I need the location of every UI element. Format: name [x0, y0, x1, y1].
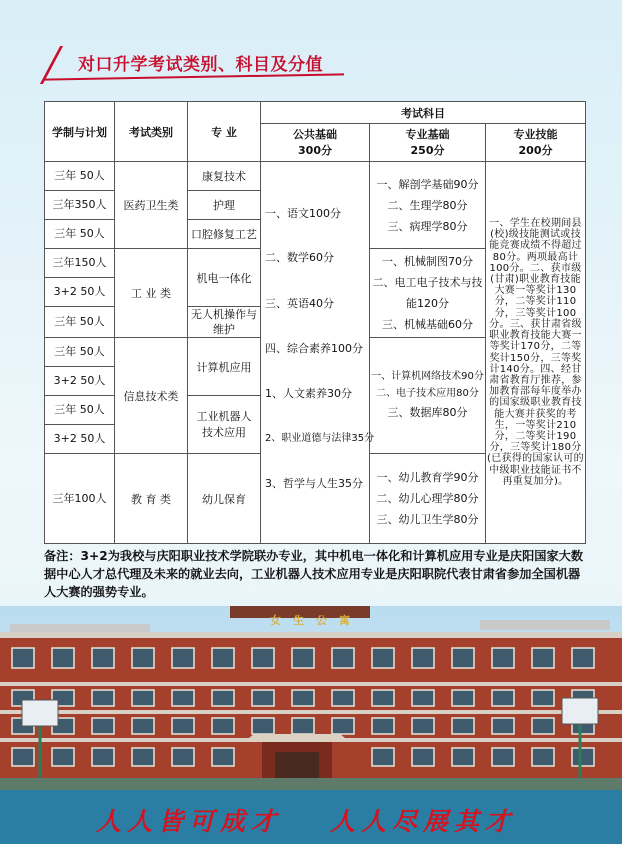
exam-table: [44, 101, 586, 544]
slogan-right: 人人尽展其才: [330, 807, 517, 836]
jichu-item: 一、解剖学基础90分: [376, 177, 479, 191]
major-cell: 幼儿保育: [188, 454, 261, 544]
category-cell: 教 育 类: [115, 454, 188, 544]
header-leibie: 考试类别: [115, 102, 188, 162]
plan-cell: 三年 50人: [45, 162, 115, 191]
category-cell: 信息技术类: [115, 338, 188, 454]
title-area: [44, 40, 344, 86]
jichu-item: 三、数据库80分: [387, 406, 468, 419]
header-xuezhi: 学制与计划: [45, 102, 115, 162]
jichu-group: [370, 454, 486, 544]
jichu-item: 三、病理学80分: [387, 219, 468, 233]
gongji-item: 二、数学60分: [265, 250, 334, 264]
building-sign: 女生公寓: [270, 614, 362, 627]
gongji-cell: [261, 162, 375, 544]
header-zhuanye: 专 业: [188, 102, 261, 162]
footnote: 备注：3+2为我校与庆阳职业技术学院联办专业，其中机电一体化和计算机应用专业是庆阳国家大数据中心人才总代理及未来的就业去向，工业机器人技术应用专业是庆阳职院代表甘肃省参加全国机器人大赛的强势专业。: [44, 549, 584, 599]
gongji-item: 三、英语40分: [265, 296, 334, 310]
major-cell: 康复技术: [188, 162, 261, 191]
jichu-item: 一、机械制图70分: [382, 255, 473, 268]
plan-cell: 3+2 50人: [45, 367, 115, 396]
gongji-item: 四、综合素养100分: [265, 341, 363, 355]
major-cell: 计算机应用: [188, 338, 261, 396]
plan-cell: 三年150人: [45, 249, 115, 278]
dormitory-building-image: [0, 606, 622, 800]
jichu-item: 二、电子技术应用80分: [376, 388, 479, 399]
skill-cell: 一、学生在校期间县(校)级技能测试或技能竞赛成绩不得超过80分。两项最高计100分。二、获市级(甘肃)职业教育技能大赛一等奖计130分，二等奖计110分，三等奖计100分。三、获甘肃省级职业教育技能大赛一等奖计170分，二等奖计150分，三等奖计140分。四、经甘肃省教育厅推荐，参加教育部每年度举办的国家级职业教育技能大赛并获奖的考生，一等奖计210分，二等奖计190分，三等奖计180分(已获得的国家认可的中级职业技能证书不再重复加分)。: [486, 162, 586, 544]
jichu-item: 一、计算机网络技术90分: [371, 371, 484, 382]
plan-cell: 三年 50人: [45, 338, 115, 367]
jichu-item: 二、幼儿心理学80分: [376, 492, 479, 505]
plan-cell: 三年100人: [45, 454, 115, 544]
slogan-left: 人人皆可成才: [96, 807, 283, 836]
jichu-item: 三、机械基础60分: [382, 318, 473, 331]
jichu-group: [370, 249, 486, 338]
major-cell: 无人机操作与维护: [188, 307, 261, 338]
jichu-item: 三、幼儿卫生学80分: [376, 513, 479, 526]
major-cell: 口腔修复工艺: [188, 220, 261, 249]
jichu-group: [370, 338, 486, 454]
header-jichu: 专业基础 250分: [370, 124, 486, 162]
jichu-group: [370, 162, 486, 249]
jichu-item: 二、电工电子技术与技能120分: [372, 276, 483, 310]
page-title: 对口升学考试类别、科目及分值: [78, 55, 323, 75]
major-cell: 工业机器人技术应用: [188, 396, 261, 454]
jichu-item: 二、生理学80分: [387, 198, 468, 212]
gongji-item: 2、职业道德与法律35分: [265, 432, 375, 444]
header-jineng: 专业技能 200分: [486, 124, 586, 162]
gongji-item: 一、语文100分: [265, 206, 341, 220]
plan-cell: 3+2 50人: [45, 425, 115, 454]
jichu-item: 一、幼儿教育学90分: [376, 471, 479, 484]
major-cell: 机电一体化: [188, 249, 261, 307]
plan-cell: 三年 50人: [45, 396, 115, 425]
header-gongji: 公共基础 300分: [261, 124, 370, 162]
slogan-banner: [0, 790, 622, 844]
header-kemu: 考试科目: [261, 102, 586, 124]
gongji-item: 3、哲学与人生35分: [265, 476, 363, 490]
plan-cell: 三年 50人: [45, 220, 115, 249]
category-cell: 医药卫生类: [115, 162, 188, 249]
major-cell: 护理: [188, 191, 261, 220]
gongji-item: 1、人文素养30分: [265, 386, 352, 400]
plan-cell: 三年 50人: [45, 307, 115, 338]
plan-cell: 三年350人: [45, 191, 115, 220]
campus-photo: [0, 606, 622, 800]
category-cell: 工 业 类: [115, 249, 188, 338]
plan-cell: 3+2 50人: [45, 278, 115, 307]
